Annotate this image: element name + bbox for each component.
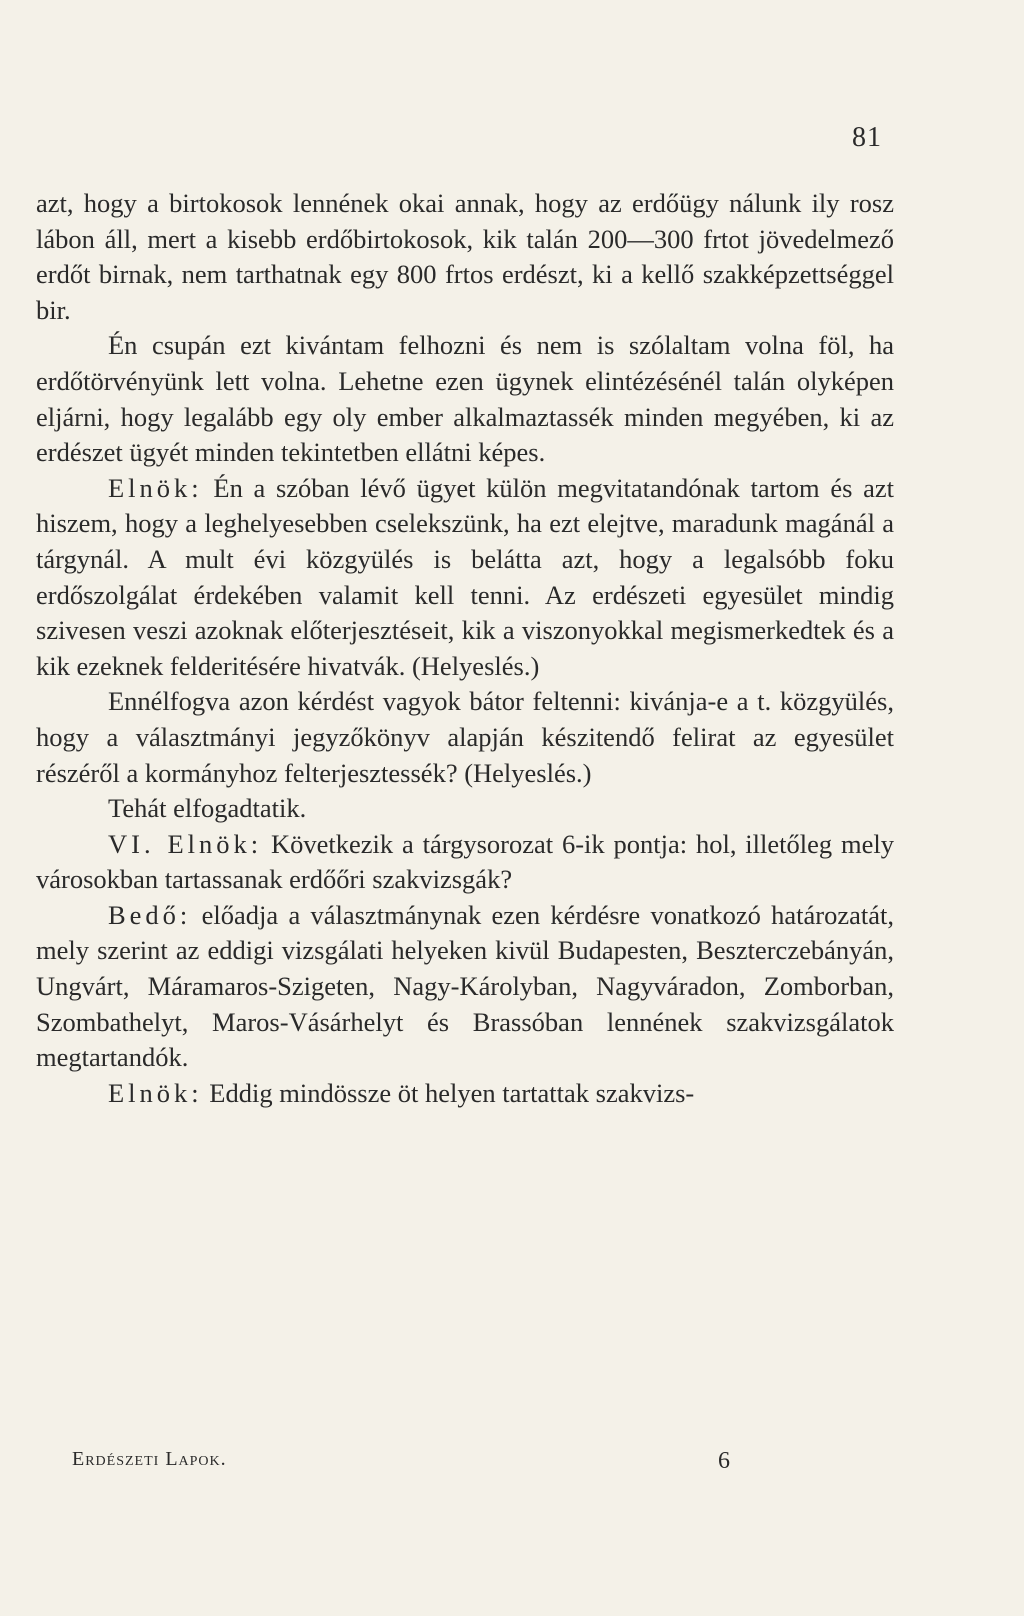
body-text <box>36 186 894 1111</box>
paragraph-7-text: előadja a választmánynak ezen kérdésre vonatkozó határozatát, mely szerint az eddigi vizsgálati helyeken kivül Budapesten, Beszterczebányán, Ungvárt, Máramaros-Szigeten, Nagy-Károlyban, Nagyváradon, Zomborban, Szombathelyt, Maros-Vásárhelyt és Brassóban lennének szakvizsgálatok megtartandók. <box>36 899 894 1073</box>
paragraph-4-text: Ennélfogva azon kérdést vagyok bátor feltenni: kivánja-e a t. közgyülés, hogy a választmányi jegyzőkönyv alapján készitendő felirat az egyesület részéről a kormányhoz felterjesztessék? (Helyeslés.) <box>36 686 894 788</box>
paragraph-5-text: Tehát elfogadtatik. <box>108 793 307 824</box>
paragraph-1 <box>36 186 894 328</box>
speaker-label: Elnök: <box>108 1077 203 1108</box>
paragraph-5 <box>36 791 894 827</box>
speaker-label: Bedő: <box>108 899 192 930</box>
signature-mark: 6 <box>718 1448 730 1474</box>
paragraph-8-text: Eddig mindössze öt helyen tartattak szakvizs- <box>202 1077 695 1108</box>
paragraph-3 <box>36 471 894 685</box>
paragraph-8 <box>36 1076 894 1112</box>
paragraph-6-text: Következik a tárgysorozat 6-ik pontja: hol, illetőleg mely városokban tartassanak erdőőri szakvizsgák? <box>36 828 894 895</box>
journal-title: Erdészeti Lapok. <box>72 1448 227 1470</box>
paragraph-7 <box>36 898 894 1076</box>
page-number: 81 <box>852 122 882 153</box>
page-footer <box>72 1448 730 1475</box>
paragraph-2-text: Én csupán ezt kivántam felhozni és nem is szólaltam volna föl, ha erdőtörvényünk lett volna. Lehetne ezen ügynek elintézésénél talán olyképen eljárni, hogy legalább egy oly ember alkalmaztassék minden megyében, ki az erdészet ügyét minden tekintetben ellátni képes. <box>36 330 894 468</box>
speaker-label: Elnök: <box>108 472 203 503</box>
paragraph-1-text: azt, hogy a birtokosok lennének okai annak, hogy az erdőügy nálunk ily rosz lábon áll, mert a kisebb erdőbirtokosok, kik talán 200—300 frtot jövedelmező erdőt birnak, nem tarthatnak egy 800 frtos erdészt, ki a kellő szakképzettséggel bir. <box>36 188 894 325</box>
paragraph-6 <box>36 827 894 898</box>
paragraph-4 <box>36 684 894 791</box>
paragraph-2 <box>36 328 894 470</box>
speaker-label: VI. Elnök: <box>108 828 263 859</box>
paragraph-3-text: Én a szóban lévő ügyet külön megvitatandónak tartom és azt hiszem, hogy a leghelyesebben cselekszünk, ha ezt elejtve, maradunk magánál a tárgynál. A mult évi közgyülés is belátta azt, hogy a legalsóbb foku erdőszolgálat érdekében valamit kell tenni. Az erdészeti egyesület mindig szivesen veszi azoknak előterjesztéseit, kik a viszonyokkal megismerkedtek és a kik ezeknek felderitésére hivatvák. (Helyeslés.) <box>36 472 894 681</box>
